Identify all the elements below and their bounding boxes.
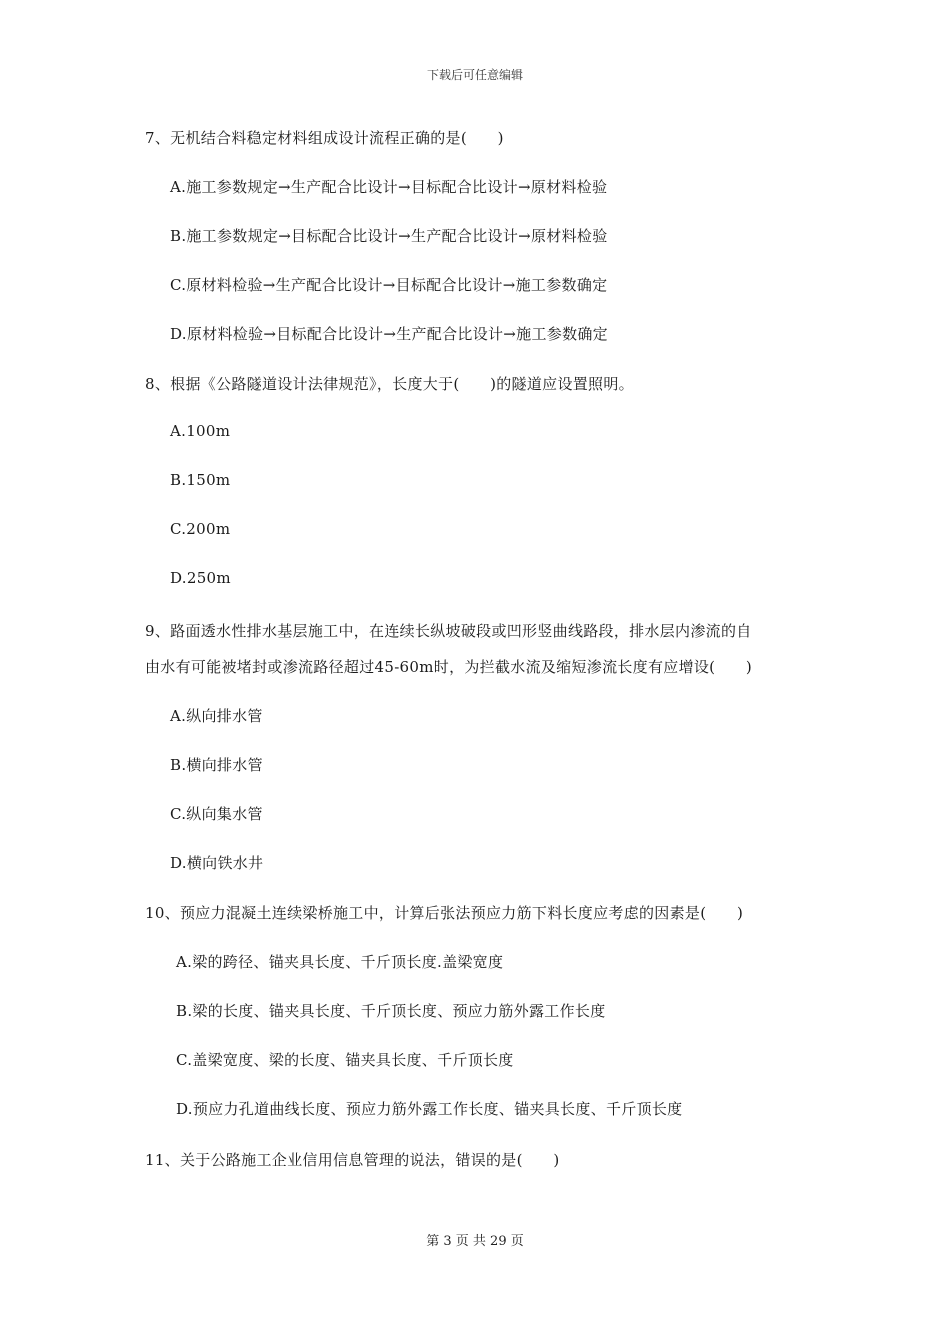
question-7-stem: 7、无机结合料稳定材料组成设计流程正确的是( ) (145, 129, 504, 147)
question-9-option-a: A.纵向排水管 (170, 707, 263, 725)
question-9-stem-line1: 9、路面透水性排水基层施工中，在连续长纵坡破段或凹形竖曲线路段，排水层内渗流的自 (145, 622, 752, 640)
question-10-option-a: A.梁的跨径、锚夹具长度、千斤顶长度.盖梁宽度 (176, 953, 504, 971)
question-11-stem: 11、关于公路施工企业信用信息管理的说法，错误的是( ) (145, 1151, 560, 1169)
question-9-option-d: D.横向铁水井 (170, 854, 264, 872)
question-10-option-b: B.梁的长度、锚夹具长度、千斤顶长度、预应力筋外露工作长度 (176, 1002, 606, 1020)
question-7-option-c: C.原材料检验→生产配合比设计→目标配合比设计→施工参数确定 (170, 276, 608, 294)
question-9-option-b: B.横向排水管 (170, 756, 263, 774)
page-header: 下载后可任意编辑 (426, 68, 523, 82)
question-8-option-a: A.100m (170, 422, 231, 440)
question-9-option-c: C.纵向集水管 (170, 805, 263, 823)
question-10-stem: 10、预应力混凝土连续梁桥施工中，计算后张法预应力筋下料长度应考虑的因素是( ) (145, 904, 744, 922)
question-7-option-a: A.施工参数规定→生产配合比设计→目标配合比设计→原材料检验 (170, 178, 608, 196)
question-8-option-d: D.250m (170, 569, 231, 587)
question-10-option-c: C.盖梁宽度、梁的长度、锚夹具长度、千斤顶长度 (176, 1051, 514, 1069)
question-7-option-d: D.原材料检验→目标配合比设计→生产配合比设计→施工参数确定 (170, 325, 608, 343)
question-10-option-d: D.预应力孔道曲线长度、预应力筋外露工作长度、锚夹具长度、千斤顶长度 (176, 1100, 683, 1118)
question-8-option-c: C.200m (170, 520, 231, 538)
question-8-option-b: B.150m (170, 471, 231, 489)
question-9-stem-line2: 由水有可能被堵封或渗流路径超过45-60m时，为拦截水流及缩短渗流长度有应增设( ) (145, 658, 753, 676)
question-8-stem: 8、根据《公路隧道设计法律规范》，长度大于( )的隧道应设置照明。 (145, 375, 634, 393)
question-7-option-b: B.施工参数规定→目标配合比设计→生产配合比设计→原材料检验 (170, 227, 608, 245)
page-footer: 第 3 页 共 29 页 (426, 1234, 524, 1249)
